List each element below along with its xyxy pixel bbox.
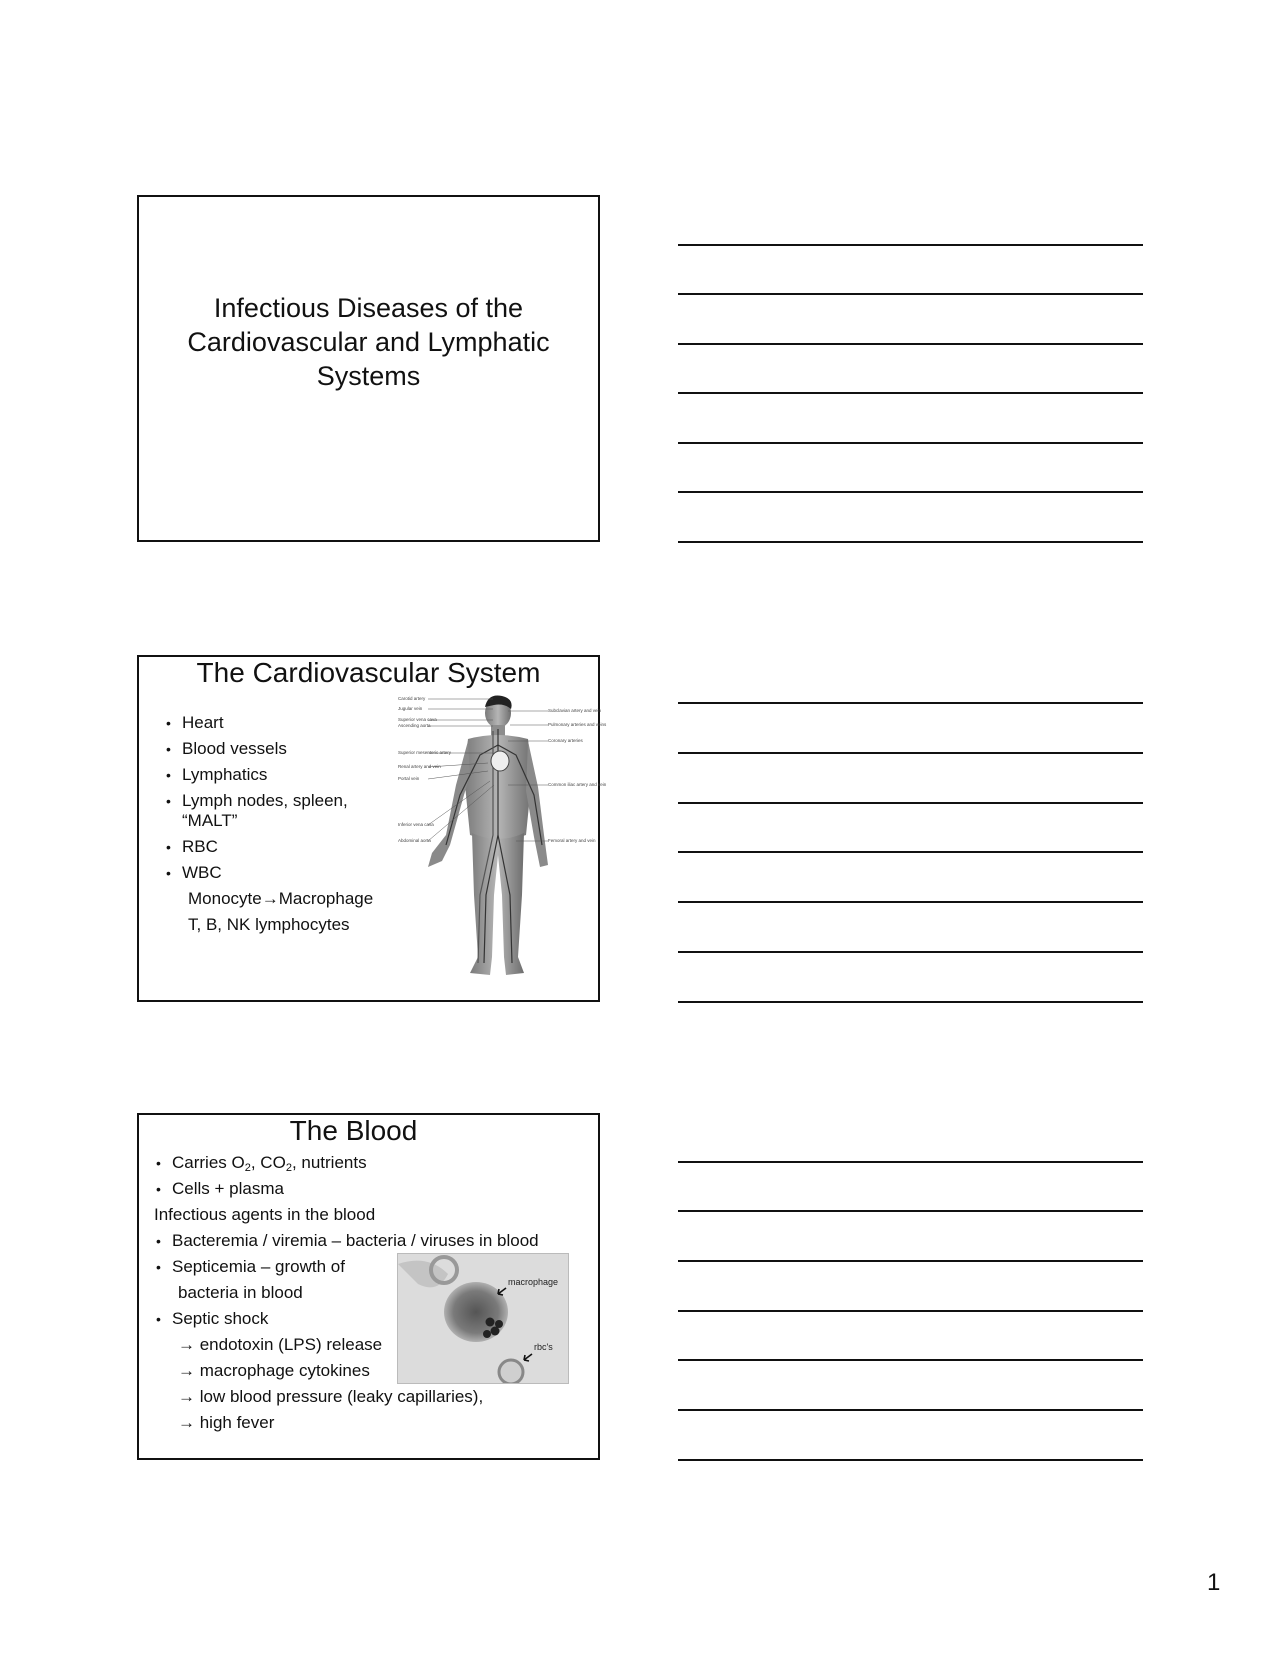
anatomy-label: Renal artery and vein	[398, 764, 441, 769]
note-line	[678, 491, 1143, 493]
page-number: 1	[1207, 1569, 1221, 1596]
arrow-item: → low blood pressure (leaky capillaries),	[178, 1387, 484, 1406]
bullet-item: • Cells + plasma	[154, 1179, 594, 1199]
note-line	[678, 851, 1143, 853]
bullet-text: Lymph nodes, spleen,	[182, 791, 348, 810]
bullet-item: • Bacteremia / viremia – bacteria / viruses in blood	[154, 1231, 594, 1251]
note-line	[678, 1161, 1143, 1163]
text: Carries O	[172, 1153, 245, 1172]
title-line-1: Infectious Diseases of the	[213, 293, 524, 323]
slide-1-title	[139, 291, 598, 393]
bullet-continuation: bacteria in blood	[178, 1283, 303, 1302]
sub-item: Monocyte→Macrophage	[188, 889, 374, 908]
bullet-item	[164, 791, 394, 831]
text: , nutrients	[291, 1153, 367, 1172]
arrow-item: → high fever	[178, 1413, 275, 1432]
anatomy-label: Coronary arteries	[548, 738, 583, 743]
subscript: 2	[244, 1162, 251, 1174]
bullet-item: • RBC	[164, 837, 394, 857]
human-circulatory-system-illustration-icon	[398, 695, 607, 981]
note-line	[678, 702, 1143, 704]
note-line	[678, 1001, 1143, 1003]
bullet-item: • WBC	[164, 863, 394, 883]
note-line	[678, 752, 1143, 754]
anatomy-label: Subclavian artery and vein	[548, 708, 602, 713]
note-line	[678, 293, 1143, 295]
note-line	[678, 1359, 1143, 1361]
note-line	[678, 951, 1143, 953]
text: , CO	[250, 1153, 286, 1172]
note-line	[678, 1310, 1143, 1312]
note-line	[678, 343, 1143, 345]
macrophage-micrograph-icon	[397, 1253, 569, 1384]
title-line-2: Cardiovascular and Lymphatic	[187, 327, 550, 357]
bullet-item: • Lymphatics	[164, 765, 394, 785]
bullet-item: • Septicemia – growth of	[154, 1257, 594, 1277]
bullet-item: • Septic shock	[154, 1309, 594, 1329]
arrow-item: → endotoxin (LPS) release	[178, 1335, 383, 1354]
note-line	[678, 541, 1143, 543]
anatomy-label: Portal vein	[398, 776, 420, 781]
note-line	[678, 442, 1143, 444]
anatomy-label: Superior vena cava	[398, 717, 437, 722]
note-line	[678, 1260, 1143, 1262]
slide-2-title: The Cardiovascular System	[196, 657, 541, 688]
anatomy-label: Carotid artery	[398, 696, 426, 701]
slide-2	[137, 655, 607, 1002]
note-line	[678, 1409, 1143, 1411]
note-line	[678, 392, 1143, 394]
note-line	[678, 1210, 1143, 1212]
anatomy-label: Femoral artery and vein	[548, 838, 596, 843]
section-heading: Infectious agents in the blood	[154, 1205, 376, 1224]
anatomy-label: Abdominal aorta	[398, 838, 431, 843]
rbc-label: rbc's	[534, 1342, 553, 1352]
anatomy-label: Jugular vein	[398, 706, 423, 711]
note-line	[678, 901, 1143, 903]
slide-3-title: The Blood	[289, 1115, 418, 1146]
slide-2-bullet-list	[164, 713, 394, 941]
title-line-3: Systems	[316, 361, 421, 391]
anatomy-label: Inferior vena cava	[398, 822, 434, 827]
slide-3	[137, 1113, 600, 1460]
bullet-item: • Blood vessels	[164, 739, 394, 759]
sub-item: T, B, NK lymphocytes	[188, 915, 350, 934]
note-line	[678, 244, 1143, 246]
macrophage-label: macrophage	[508, 1277, 559, 1287]
slide-1	[137, 195, 600, 542]
note-line	[678, 1459, 1143, 1461]
bullet-item: • Heart	[164, 713, 394, 733]
anatomy-label: Common iliac artery and vein	[548, 782, 607, 787]
anatomy-label: Ascending aorta	[398, 723, 431, 728]
note-line	[678, 802, 1143, 804]
bullet-text-cont: “MALT”	[182, 811, 238, 830]
arrow-item: → macrophage cytokines	[178, 1361, 370, 1380]
anatomy-label: Pulmonary arteries and veins	[548, 722, 607, 727]
bullet-item	[154, 1153, 594, 1173]
subscript: 2	[285, 1162, 292, 1174]
anatomy-label: Superior mesenteric artery	[398, 750, 452, 755]
